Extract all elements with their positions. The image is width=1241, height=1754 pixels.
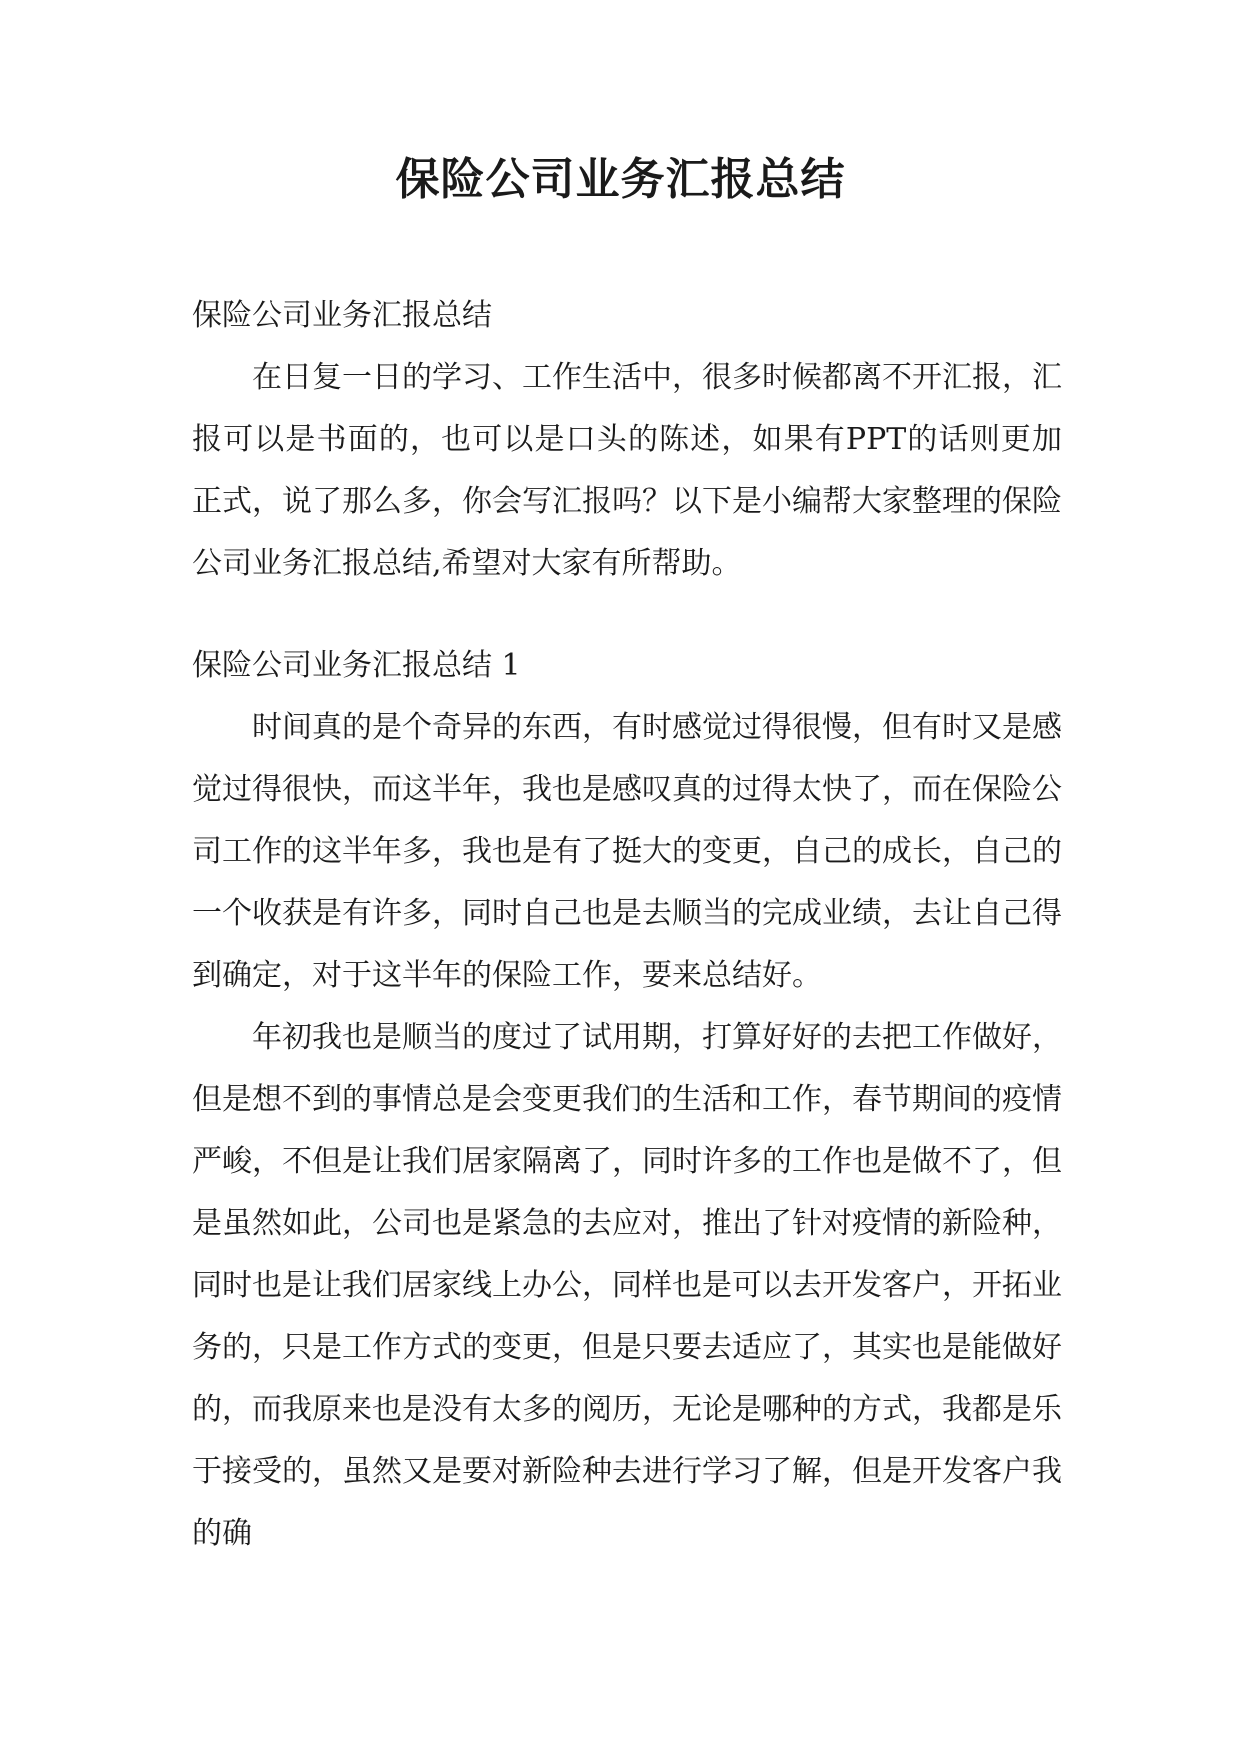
- intro-heading: 保险公司业务汇报总结: [192, 298, 492, 333]
- document-body: [192, 285, 1062, 1565]
- section1-paragraph-1: 时间真的是个奇异的东西，有时感觉过得很慢，但有时又是感觉过得很快，而这半年，我也是感叹真的过得太快了，而在保险公司工作的这半年多，我也是有了挺大的变更，自己的成长，自己的一个收获是有许多，同时自己也是去顺当的完成业绩，去让自己得到确定，对于这半年的保险工作，要来总结好。: [192, 710, 1062, 993]
- section1-heading: 保险公司业务汇报总结 1: [192, 648, 521, 683]
- document-title: 保险公司业务汇报总结: [395, 154, 846, 205]
- section-spacer: [192, 595, 1062, 635]
- intro-paragraph: 在日复一日的学习、工作生活中，很多时候都离不开汇报，汇报可以是书面的，也可以是口头的陈述，如果有PPT的话则更加正式，说了那么多，你会写汇报吗？以下是小编帮大家整理的保险公司业务汇报总结,希望对大家有所帮助。: [192, 360, 1062, 581]
- section1-paragraph-2: 年初我也是顺当的度过了试用期，打算好好的去把工作做好，但是想不到的事情总是会变更我们的生活和工作，春节期间的疫情严峻，不但是让我们居家隔离了，同时许多的工作也是做不了，但是虽然如此，公司也是紧急的去应对，推出了针对疫情的新险种，同时也是让我们居家线上办公，同样也是可以去开发客户，开拓业务的，只是工作方式的变更，但是只要去适应了，其实也是能做好的，而我原来也是没有太多的阅历，无论是哪种的方式，我都是乐于接受的，虽然又是要对新险种去进行学习了解，但是开发客户我的确: [192, 1020, 1062, 1551]
